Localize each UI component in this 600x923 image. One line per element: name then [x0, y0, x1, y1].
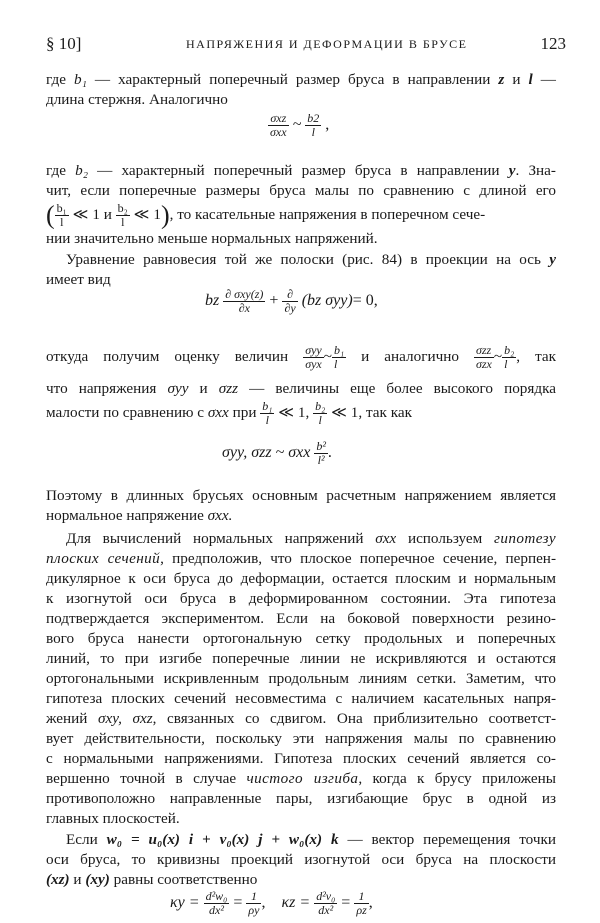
text-line: гипотеза плоских сечений несовместима с наличием касательных напря- [46, 690, 556, 707]
text-line: длина стержня. Аналогично [46, 91, 228, 108]
text-line: Поэтому в длинных брусьях основным расчетным напряжением является [46, 487, 556, 504]
text-line: ( $\frac{\text{b₁}}{l}$ ≪ 1 и $\frac{\text{b₂}}{l}$ ≪ 1), то касательные напряжения в поперечном сече- [46, 200, 486, 230]
text-line: подтверждается экспериментом. Если на боковой поверхности резино- [46, 610, 556, 627]
text-line: малости по сравнению с σxx при $\frac{\text{b₁}}{l}$ ≪ 1, $\frac{\text{b₂}}{l}$ ≪ 1, так как [46, 399, 412, 428]
text-line: имеет вид [46, 271, 111, 288]
page-header [46, 34, 566, 58]
text-line: где b₂ — характерный поперечный размер бруса в направлении y. Зна- [46, 162, 556, 179]
curvature-formulas: κy = $\frac{\text{d²w₀}}{\text{dx²}}$ = $\frac{1}{\rho y}$ , κz = $\frac{\text{d²v₀}}{\text{dx²}}$ = $\frac{1}{\rho z}$ , [170, 889, 373, 917]
text-line: с нормальными напряжениями. Гипотеза плоских сечений является со- [46, 750, 556, 767]
text-line: вует действительности, поскольку эти напряжения малы по сравнению [46, 730, 556, 747]
page-number: 123 [540, 34, 566, 53]
text-line: жений σxy, σxz, связанных со сдвигом. Она приблизительно соответст- [46, 710, 556, 727]
text-line: вого бруса нанести ортогональную сетку продольных и поперечных [46, 630, 556, 647]
text-line: к изогнутой оси бруса в деформированном состоянии. Эта гипотеза [46, 590, 556, 607]
text-line: вершенно точной в случае чистого изгиба, когда к брусу приложены [46, 770, 557, 787]
text-line: чит, если поперечные размеры бруса малы по сравнению с длиной его [46, 182, 556, 199]
text-line: нормальное напряжение σxx. [46, 507, 233, 524]
formula-ratio-xz: $\frac{\text{σxz}}{\text{σxx}}$ ~ $\frac{b2}{l}$ , [270, 111, 330, 139]
text-line: Уравнение равновесия той же полоски (рис. 84) в проекции на ось y [66, 251, 556, 268]
text-line: противоположно направленные пары, изгибающие брус в одной из [46, 790, 556, 807]
text-line: линий, то при изгибе поперечные линии не искривляются и остаются [46, 650, 556, 667]
equilibrium-equation: bz $\frac{\text{∂ σxy(z)}}{\partial x}$ + $\frac{\partial}{\partial y}$ (bz σyy)= 0, [205, 287, 378, 315]
text-line: откуда получим оценку величин $\frac{\text{σyy}}{\text{σyx}}$ ~ $\frac{\text{b₁}}{l}$ и аналогично $\frac{\text{σzz}}{\text{σzx}}$ ~ $\frac{\text{b₂}}{l}$ , так [46, 343, 557, 371]
text-line: (xz) и (xy) равны соответственно [46, 871, 258, 888]
text-line: плоских сечений, предположив, что плоское поперечное сечение, перпен- [46, 550, 556, 567]
text-line: оси бруса, то кривизны проекций изогнутой оси бруса на плоскости [46, 851, 556, 868]
text-line: где b₁ — характерный поперечный размер бруса в направлении z и l — [46, 71, 556, 88]
text-line: Если w₀ = u₀(x) i + v₀(x) j + w₀(x) k — вектор перемещения точки [66, 831, 556, 848]
text-line: дикулярное к оси бруса до деформации, остается плоским и нормальным [46, 570, 556, 587]
text-line: ортогональными искривленным продольным линиям сетки. Заметим, что [46, 670, 556, 687]
text-line: Для вычислений нормальных напряжений σxx используем гипотезу [66, 530, 556, 547]
text-line: что напряжения σyy и σzz — величины еще более высокого порядка [46, 380, 556, 397]
text-line: главных плоскостей. [46, 810, 180, 827]
stress-estimate-formula: σyy, σzz ~ σxx $\frac{\text{b²}}{\text{l²}}$ . [222, 439, 332, 467]
section-number: § 10] [46, 34, 82, 53]
text-line: нии значительно меньше нормальных напряжений. [46, 230, 378, 247]
running-title: НАПРЯЖЕНИЯ И ДЕФОРМАЦИИ В БРУСЕ [186, 37, 468, 51]
